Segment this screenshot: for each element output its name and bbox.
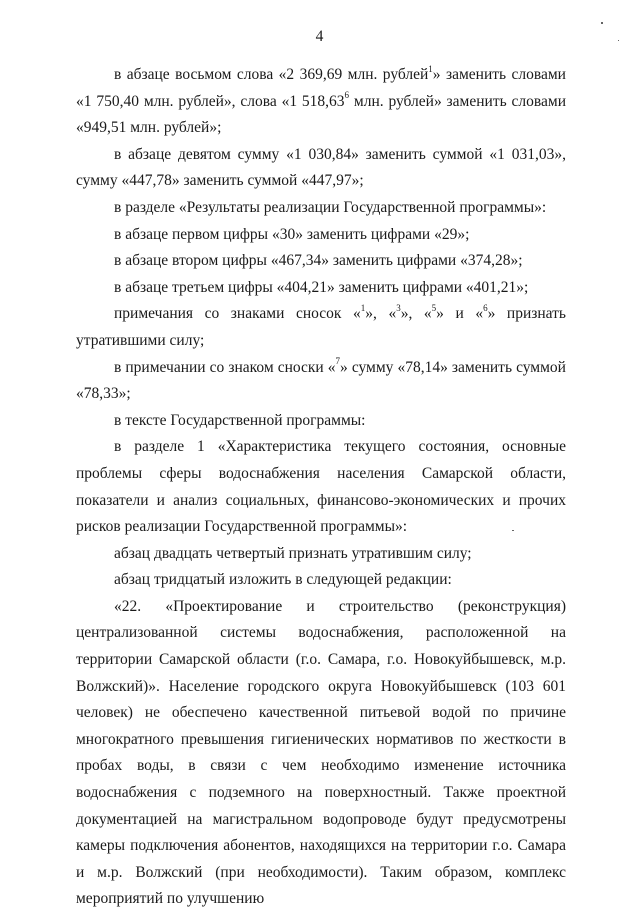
paragraph [76,541,566,568]
paragraph-text: абзац тридцатый изложить в следующей редакции: [114,571,452,589]
footnote-mark: 1 [428,63,433,74]
paragraph-text: в примечании со знаком сноски « [114,358,336,376]
paragraph-text: » заменить словами «1 750,40 млн. рублей», слова «1 518,63 [76,66,566,110]
paragraph-text: в абзаце втором цифры «467,34» заменить цифрами «374,28»; [114,252,523,270]
paragraph-text: в абзаце восьмом слова «2 369,69 млн. рублей [114,66,429,83]
scan-speck [618,40,619,41]
page-number: 4 [315,28,324,45]
paragraph [76,142,566,195]
paragraph-text: абзац двадцать четвертый признать утратившим силу; [114,544,472,562]
paragraph-text: », « [365,305,397,323]
paragraph-text: в разделе 1 «Характеристика текущего состояния, основные проблемы сферы водоснабжения населения Самарской области, показатели и анализ социальных, финансово-экономических и прочих рисков реализации Государственной программы»: [76,438,566,536]
document-body [76,62,566,913]
paragraph [76,567,566,594]
paragraph [76,594,566,913]
paragraph [76,195,566,222]
footnote-mark: 1 [360,303,366,314]
paragraph-text: млн. рублей» заменить словами «949,51 млн. рублей»; [76,92,566,137]
paragraph-text: в абзаце первом цифры «30» заменить цифрами «29»; [114,225,470,243]
footnote-mark: 6 [344,90,350,101]
paragraph-text: » сумму «78,14» заменить суммой «78,33»; [76,358,566,403]
scan-speck [601,22,603,24]
paragraph-text: в абзаце девятом сумму «1 030,84» заменить суммой «1 031,03», сумму «447,78» заменить суммой «447,97»; [76,145,566,190]
paragraph [76,275,566,302]
paragraph [76,222,566,249]
paragraph-text: «22. «Проектирование и строительство (реконструкция) централизованной системы водоснабжения, расположенной на территории Самарской области (г.о. Самара, г.о. Новокуйбышевск, м.р. Волжский)». Население городского округа Новокуйбышевск (103 601 человек) не обеспечено качественной питьевой водой по причине многократного превышения гигиенических нормативов по жесткости в пробах воды, в связи с чем необходимо изменение источника водоснабжения с подземного на поверхностный. Также проектной документацией на магистральном водопроводе будут предусмотрены камеры подключения абонентов, находящихся на территории г.о. Самара и м.р. Волжский (при необходимости). Таким образом, комплекс мероприятий по улучшению [76,597,566,908]
paragraph-text: в разделе «Результаты реализации Государственной программы»: [114,198,547,216]
paragraph [76,434,566,540]
paragraph [76,301,566,354]
paragraph [76,62,566,142]
scan-speck [512,530,514,531]
paragraph-text: примечания со знаками сносок « [114,305,361,323]
paragraph [76,248,566,275]
paragraph [76,408,566,435]
footnote-mark: 6 [483,303,488,314]
footnote-mark: 3 [396,303,401,314]
paragraph-text: в абзаце третьем цифры «404,21» заменить цифрами «401,21»; [114,278,529,296]
paragraph-text: », « [400,305,432,323]
footnote-mark: 7 [335,356,341,367]
paragraph-text: » признать утратившими силу; [76,305,566,349]
paragraph [76,355,566,408]
paragraph-text: в тексте Государственной программы: [114,411,366,429]
footnote-mark: 5 [431,303,437,314]
paragraph-text: » и « [436,305,484,323]
